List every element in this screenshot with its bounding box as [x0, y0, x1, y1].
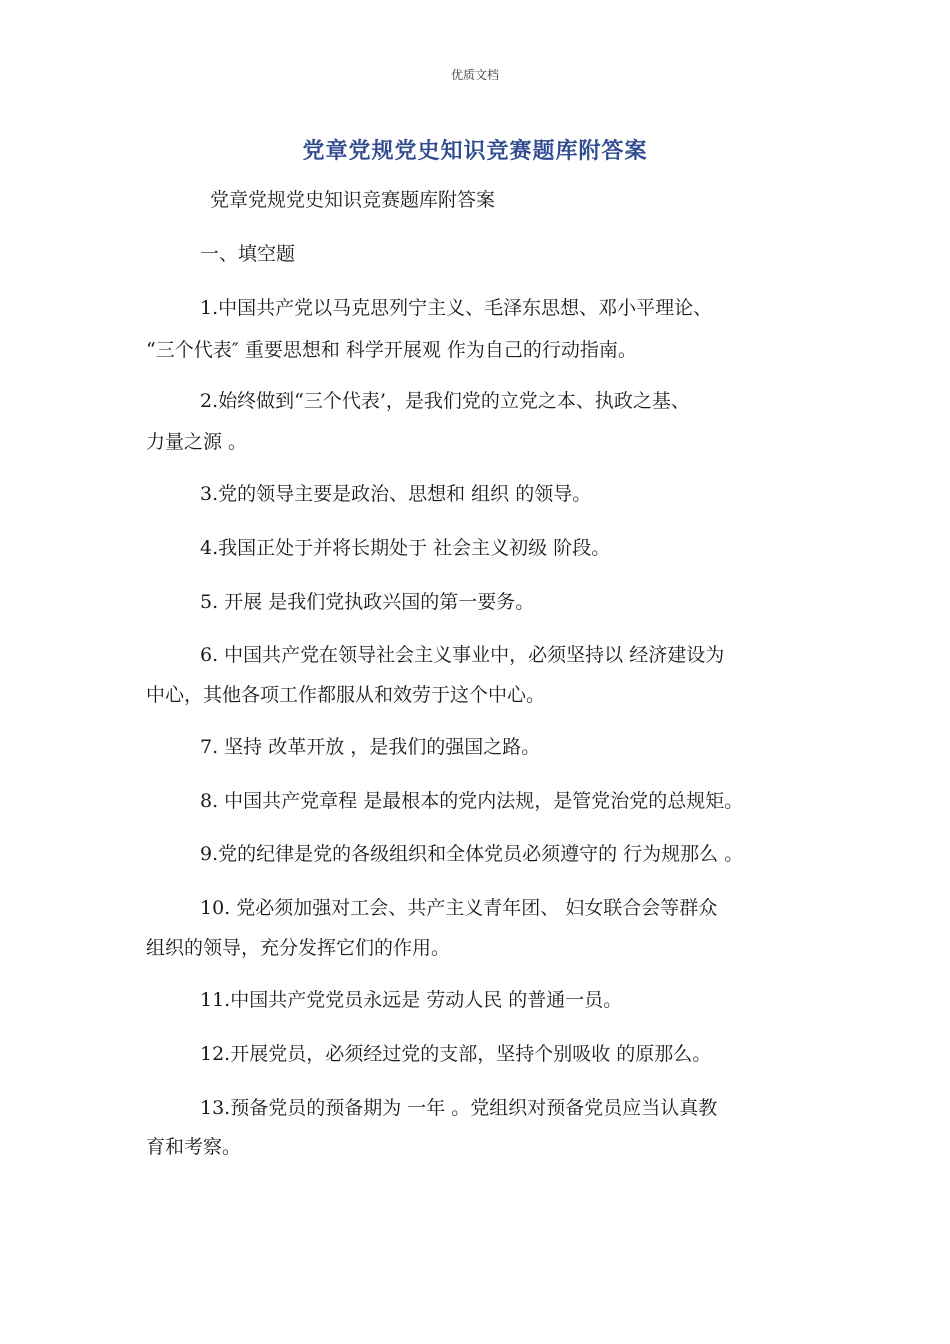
question-8: 8. 中国共产党章程 是最根本的党内法规，是管党治党的总规矩。: [200, 790, 744, 812]
question-10-line-1: 10. 党必须加强对工会、共产主义青年团、 妇女联合会等群众: [200, 897, 718, 919]
question-4: 4.我国正处于并将长期处于 社会主义初级 阶段。: [200, 537, 611, 559]
question-13-line-2: 育和考察。: [146, 1136, 242, 1158]
question-7: 7. 坚持 改革开放 ，是我们的强国之路。: [200, 736, 541, 758]
question-11: 11.中国共产党党员永远是 劳动人民 的普通一员。: [200, 989, 623, 1011]
document-subtitle: 党章党规党史知识竞赛题库附答案: [210, 189, 496, 211]
question-6-line-1: 6. 中国共产党在领导社会主义事业中，必须坚持以 经济建设为: [200, 644, 725, 666]
question-9: 9.党的纪律是党的各级组织和全体党员必须遵守的 行为规那么 。: [200, 843, 744, 865]
section-heading: 一、填空题: [200, 243, 296, 265]
question-13-line-1: 13.预备党员的预备期为 一年 。党组织对预备党员应当认真教: [200, 1097, 718, 1119]
question-10-line-2: 组织的领导，充分发挥它们的作用。: [146, 937, 451, 959]
document-title: 党章党规党史知识竞赛题库附答案: [302, 139, 648, 164]
question-3: 3.党的领导主要是政治、思想和 组织 的领导。: [200, 483, 592, 505]
question-1-line-2: “三个代表″ 重要思想和 科学开展观 作为自己的行动指南。: [146, 339, 637, 361]
question-12: 12.开展党员，必须经过党的支部，坚持个别吸收 的原那么。: [200, 1043, 712, 1065]
question-5: 5. 开展 是我们党执政兴国的第一要务。: [200, 591, 535, 613]
page-header: 优质文档: [450, 68, 499, 82]
question-1-line-1: 1.中国共产党以马克思列宁主义、毛泽东思想、邓小平理论、: [200, 297, 713, 319]
question-2-line-2: 力量之源 。: [146, 431, 248, 453]
question-2-line-1: 2.始终做到“三个代表’，是我们党的立党之本、执政之基、: [200, 390, 690, 412]
question-6-line-2: 中心，其他各项工作都服从和效劳于这个中心。: [146, 684, 546, 706]
